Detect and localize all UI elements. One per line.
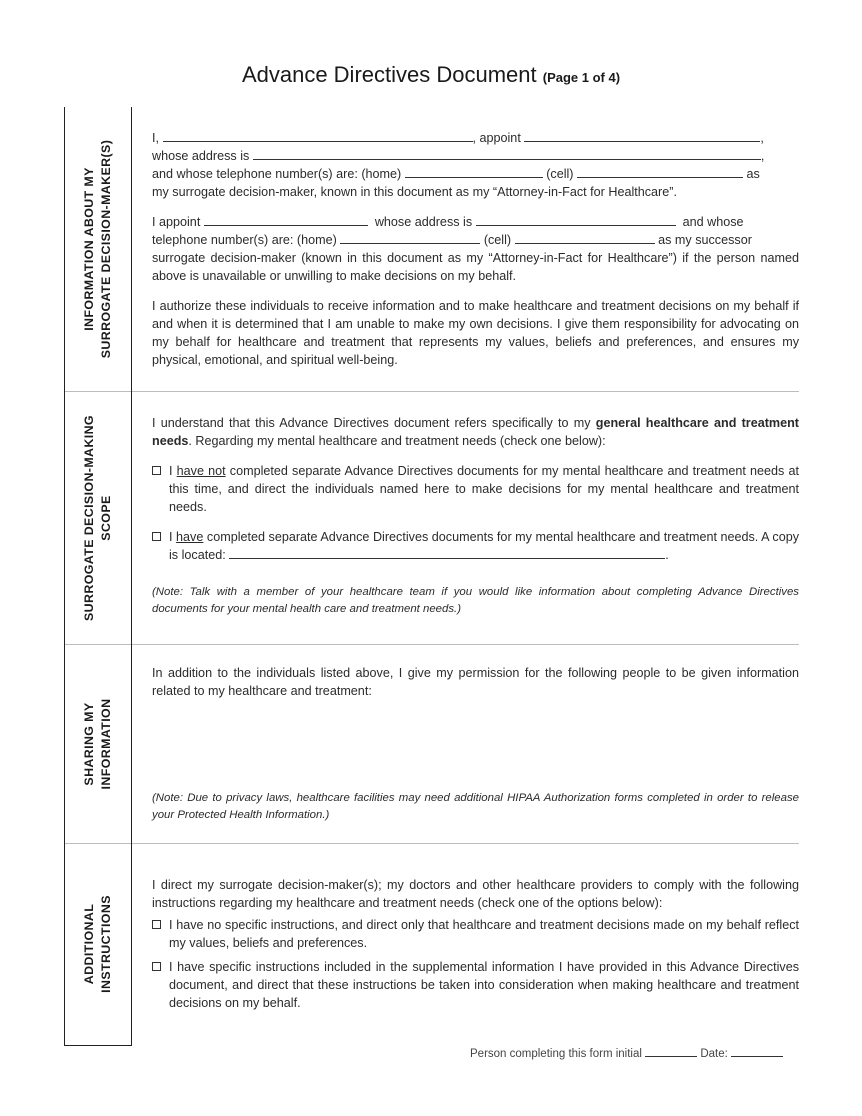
checkbox[interactable] xyxy=(152,920,161,929)
text: (cell) xyxy=(483,233,512,247)
section-label-line: INFORMATION ABOUT MY xyxy=(82,167,96,331)
sharing-note: (Note: Due to privacy laws, healthcare facilities may need additional HIPAA Authorization forms completed in order to release your Protected Health Information.) xyxy=(152,792,799,821)
initial-field[interactable] xyxy=(645,1047,697,1057)
text: , xyxy=(760,149,765,163)
initial-label: Person completing this form initial xyxy=(470,1048,642,1060)
text: I appoint xyxy=(152,215,201,229)
text: as xyxy=(746,167,760,181)
section-body xyxy=(152,664,799,700)
scope-option-have xyxy=(152,528,799,564)
text: I understand that this Advance Directives document refers specifically to my xyxy=(152,416,591,430)
scope-option-have-not xyxy=(152,462,799,516)
text: (cell) xyxy=(546,167,574,181)
section-sidebar xyxy=(64,107,132,391)
name-field[interactable] xyxy=(163,130,473,142)
option-text: I have no specific instructions, and direct only that healthcare and treatment decisions made on my behalf reflect my values, beliefs and preferences. xyxy=(169,918,799,950)
checkbox[interactable] xyxy=(152,962,161,971)
document-title: Advance Directives Document xyxy=(241,62,537,87)
scope-note: (Note: Talk with a member of your healthcare team if you would like information about completing Advance Directives documents for your mental health care and treatment needs.) xyxy=(152,586,799,615)
section-surrogate-info xyxy=(64,107,799,391)
section-body xyxy=(152,876,799,1012)
text: completed separate Advance Directives documents for my mental healthcare and treatment needs at this time, and direct the individuals named here to make decisions for my mental healthcare and treatment needs. xyxy=(169,464,799,514)
footer-initials xyxy=(470,1047,783,1060)
section-sharing xyxy=(64,644,799,843)
option-text xyxy=(169,528,799,564)
checkbox[interactable] xyxy=(152,466,161,475)
text: . xyxy=(665,548,669,562)
text: as my successor xyxy=(658,233,752,247)
section-label-line: SURROGATE DECISION-MAKING xyxy=(82,414,96,621)
home-phone-field[interactable] xyxy=(405,166,543,178)
section-instructions xyxy=(64,843,799,1046)
option-text: I have specific instructions included in the supplemental information I have provided in this Advance Directives document, and direct that these instructions be taken into consideration when making healthcare and treatment decisions on my behalf. xyxy=(169,960,799,1010)
successor-name-field[interactable] xyxy=(204,214,368,226)
surrogate-address-field[interactable] xyxy=(253,148,761,160)
cell-phone-field[interactable] xyxy=(577,166,743,178)
copy-location-field[interactable] xyxy=(229,547,665,559)
section-sidebar xyxy=(64,843,132,1046)
surrogate-name-field[interactable] xyxy=(524,130,760,142)
text: I, xyxy=(152,131,159,145)
instructions-intro: I direct my surrogate decision-maker(s); my doctors and other healthcare providers to comply with the following instructions regarding my healthcare and treatment needs (check one of the options below): xyxy=(152,878,799,910)
text: whose address is xyxy=(152,149,250,163)
instructions-option-specific xyxy=(152,958,799,1012)
section-label-line: SCOPE xyxy=(99,494,113,541)
successor-paragraph xyxy=(152,213,799,285)
section-label-line: ADDITIONAL xyxy=(82,903,96,985)
sharing-intro: In addition to the individuals listed above, I give my permission for the following people to be given information related to my healthcare and treatment: xyxy=(152,666,799,698)
section-label-line: SURROGATE DECISION-MAKER(S) xyxy=(99,139,113,359)
section-label-line: INFORMATION xyxy=(99,698,113,789)
authorization-paragraph: I authorize these individuals to receive information and to make healthcare and treatment decisions on my behalf if and when it is determined that I am unable to make my own decisions. I give them responsibility for advocating on my behalf for healthcare and treatment that represents my values, beliefs and preferences, and ensures my physical, emotional, and spiritual well-being. xyxy=(152,299,799,367)
section-body xyxy=(152,414,799,618)
appointment-paragraph xyxy=(152,129,799,201)
sharing-names-area[interactable] xyxy=(152,706,799,786)
section-body xyxy=(152,129,799,369)
text: whose address is xyxy=(374,215,473,229)
text: . Regarding my mental healthcare and treatment needs (check one below): xyxy=(188,434,606,448)
text: telephone number(s) are: (home) xyxy=(152,233,337,247)
instructions-option-none xyxy=(152,916,799,952)
text: I xyxy=(169,530,173,544)
section-label-line: INSTRUCTIONS xyxy=(99,895,113,993)
underlined-text: have xyxy=(176,530,204,544)
section-scope xyxy=(64,391,799,644)
text: my surrogate decision-maker, known in this document as my “Attorney-in-Fact for Healthcare”. xyxy=(152,185,677,199)
text: completed separate Advance Directives documents for my mental healthcare and treatment needs. A copy is located: xyxy=(169,530,800,562)
section-label-line: SHARING MY xyxy=(82,701,96,786)
date-field[interactable] xyxy=(731,1047,783,1057)
successor-home-phone-field[interactable] xyxy=(340,232,480,244)
text: I xyxy=(169,464,173,478)
bold-text: general healthcare and treatment needs xyxy=(152,416,799,448)
text: and whose telephone number(s) are: (home) xyxy=(152,167,402,181)
scope-intro xyxy=(152,414,799,450)
underlined-text: have not xyxy=(176,464,226,478)
date-label: Date: xyxy=(700,1048,728,1060)
text: , xyxy=(760,131,764,145)
text: surrogate decision-maker (known in this document as my “Attorney-in-Fact for Healthcare”) if the person named above is unavailable or unwilling to make decisions on my behalf. xyxy=(152,251,799,283)
checkbox[interactable] xyxy=(152,532,161,541)
text: and whose xyxy=(682,215,744,229)
successor-cell-phone-field[interactable] xyxy=(515,232,655,244)
page-title xyxy=(0,62,862,88)
text: , appoint xyxy=(472,131,521,145)
section-label xyxy=(81,779,115,1109)
successor-address-field[interactable] xyxy=(476,214,676,226)
page-indicator: (Page 1 of 4) xyxy=(542,70,621,85)
section-body xyxy=(152,790,799,824)
option-text xyxy=(169,462,799,516)
